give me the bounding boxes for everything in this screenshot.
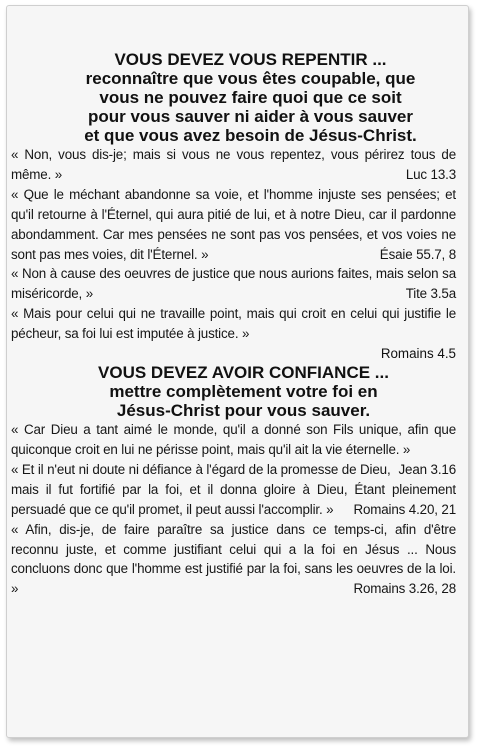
- verse-reference: Ésaie 55.7, 8: [379, 246, 456, 262]
- heading-line: et que vous avez besoin de Jésus-Christ.: [84, 126, 417, 145]
- verse-reference: Romains 3.26, 28: [353, 581, 456, 597]
- verse-text: « Non à cause des oeuvres de justice que nous aurions faites, mais selon sa miséricorde, »: [11, 266, 456, 302]
- verse-reference: Luc 13.3: [405, 166, 456, 182]
- verse-luke-13-3: [11, 145, 456, 185]
- heading-line: reconnaître que vous êtes coupable, que: [85, 69, 416, 88]
- verse-text: « Mais pour celui qui ne travaille point, mais qui croit en celui qui justifie le pécheur, sa foi lui est imputée à justice. »: [11, 306, 456, 342]
- verse-reference: Romains 4.5: [380, 346, 456, 362]
- verse-text: « Non, vous dis-je; mais si vous ne vous repentez, vous périrez tous de même. »: [11, 147, 456, 182]
- verse-text: « Car Dieu a tant aimé le monde, qu'il a donné son Fils unique, afin que quiconque croit en lui ne périsse point, mais qu'il ait la vie éternelle. »: [11, 422, 456, 457]
- heading-line: VOUS DEVEZ VOUS REPENTIR ...: [114, 50, 387, 69]
- verse-romans-4-20-21: [11, 460, 456, 520]
- verse-romans-4-5: [11, 304, 456, 344]
- heading-line: mettre complètement votre foi en: [109, 382, 378, 402]
- verse-john-3-16: [11, 420, 456, 477]
- heading-line: vous ne pouvez faire quoi que ce soit: [99, 88, 402, 107]
- verse-titus-3-5a: [11, 264, 456, 304]
- verse-isaiah-55-7-8: [11, 185, 456, 265]
- heading-line: VOUS DEVEZ AVOIR CONFIANCE ...: [98, 363, 389, 383]
- section-heading-trust: [31, 363, 456, 420]
- verse-reference: Jean 3.16: [398, 461, 456, 477]
- verse-reference: Romains 4.20, 21: [353, 501, 456, 517]
- section-heading-repent: [45, 50, 456, 145]
- heading-line: pour vous sauver ni aider à vous sauver: [87, 107, 414, 126]
- gospel-tract-card: [6, 5, 469, 738]
- verse-romans-3-26-28: [11, 520, 456, 600]
- verse-text: « Afin, dis-je, de faire paraître sa justice dans ce temps-ci, afin d'être reconnu juste, et comme justifiant celui qui a la foi en Jésus ... Nous concluons donc que l'homme est justifié par la foi, sans les oeuvres de la loi. »: [11, 521, 456, 597]
- heading-line: Jésus-Christ pour vous sauver.: [116, 401, 371, 421]
- verse-text: « Et il n'eut ni doute ni défiance à l'égard de la promesse de Dieu, mais il fut fortifié par la foi, et il donna gloire à Dieu, Étant pleinement persuadé que ce qu'il promet, il peut aussi l'accomplir. »: [11, 461, 456, 517]
- verse-reference: Tite 3.5a: [405, 286, 456, 302]
- verse-text: « Que le méchant abandonne sa voie, et l'homme injuste ses pensées; et qu'il retourne à l'Éternel, qui aura pitié de lui, et à notre Dieu, car il pardonne abondamment. Car mes pensées ne sont pas vos pensées, et vos voies ne sont pas mes voies, dit l'Éternel. »: [11, 186, 456, 262]
